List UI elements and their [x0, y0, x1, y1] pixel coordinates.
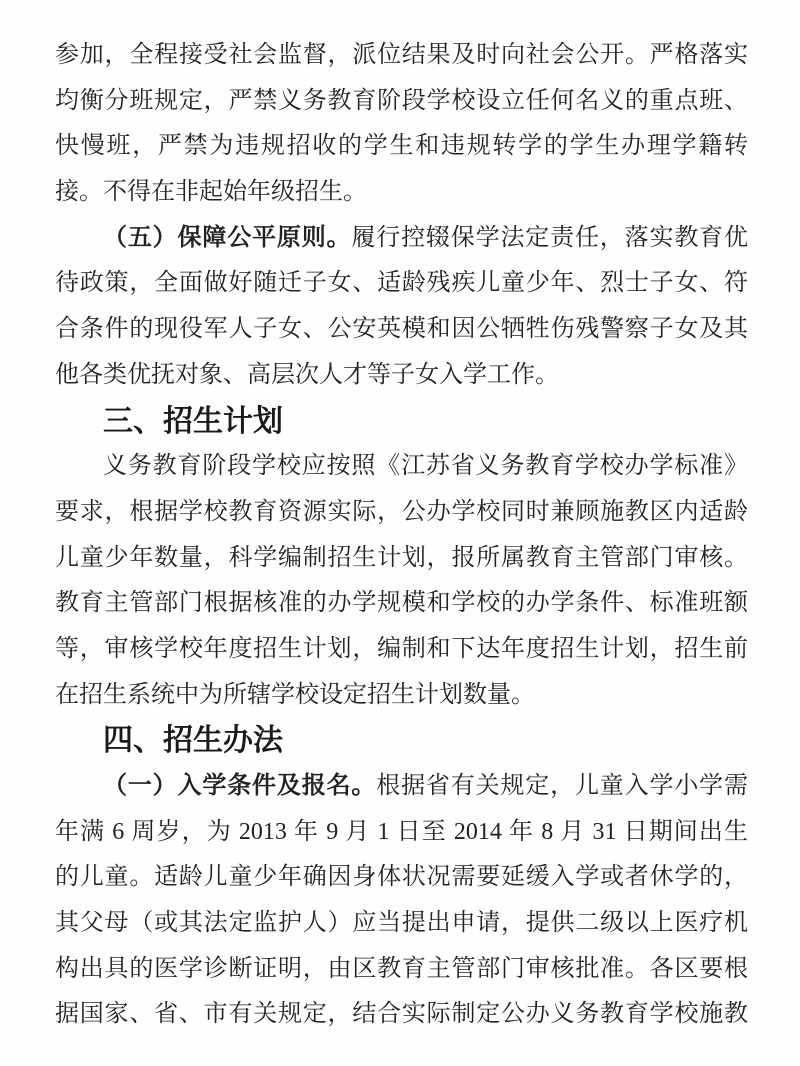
text-line: 等，审核学校年度招生计划，编制和下达年度招生计划，招生前 [55, 635, 748, 662]
text-line: 接。不得在非起始年级招生。 [55, 179, 367, 206]
clause-heading-conditions: （一）入学条件及报名。 [103, 773, 377, 799]
text-line: 其父母（或其法定监护人）应当提出申请，提供二级以上医疗机 [55, 910, 748, 937]
text-line: 合条件的现役军人子女、公安英模和因公牺牲伤残警察子女及其 [55, 316, 748, 343]
text-line: 年满 6 周岁，为 2013 年 9 月 1 日至 2014 年 8 月 31 日期间出生 [55, 818, 748, 845]
text-line: 义务教育阶段学校应按照《江苏省义务教育学校办学标准》 [103, 453, 748, 480]
text-line: 均衡分班规定，严禁义务教育阶段学校设立任何名义的重点班、 [55, 87, 748, 114]
section-heading-enrollment-method: 四、招生办法 [103, 724, 283, 758]
text-line: 的儿童。适龄儿童少年确因身体状况需要延缓入学或者休学的， [55, 864, 748, 891]
text-line-rest: 履行控辍保学法定责任，落实教育优 [351, 224, 748, 251]
text-line-rest: 根据省有关规定，儿童入学小学需 [376, 773, 748, 799]
text-line: 在招生系统中为所辖学校设定招生计划数量。 [55, 681, 535, 708]
text-line: 他各类优抚对象、高层次人才等子女入学工作。 [55, 361, 559, 388]
text-line: 参加，全程接受社会监督，派位结果及时向社会公开。严格落实 [55, 42, 748, 68]
text-line: 教育主管部门根据核准的办学规模和学校的办学条件、标准班额 [55, 590, 748, 617]
text-line: 快慢班，严禁为违规招收的学生和违规转学的学生办理学籍转 [55, 133, 748, 160]
document-text-block [55, 33, 748, 1038]
text-line [55, 764, 748, 810]
text-line: 构出具的医学诊断证明，由区教育主管部门审核批准。各区要根 [55, 955, 748, 982]
text-line: 据国家、省、市有关规定，结合实际制定公办义务教育学校施教 [55, 1001, 748, 1028]
section-heading-enrollment-plan: 三、招生计划 [103, 404, 283, 438]
text-line: 待政策，全面做好随迁子女、适龄残疾儿童少年、烈士子女、符 [55, 270, 748, 297]
clause-heading-principle-5: （五）保障公平原则。 [103, 224, 352, 251]
text-line: 要求，根据学校教育资源实际，公办学校同时兼顾施教区内适龄 [55, 498, 748, 525]
text-line: 儿童少年数量，科学编制招生计划，报所属教育主管部门审核。 [55, 544, 748, 571]
text-line [55, 216, 748, 262]
